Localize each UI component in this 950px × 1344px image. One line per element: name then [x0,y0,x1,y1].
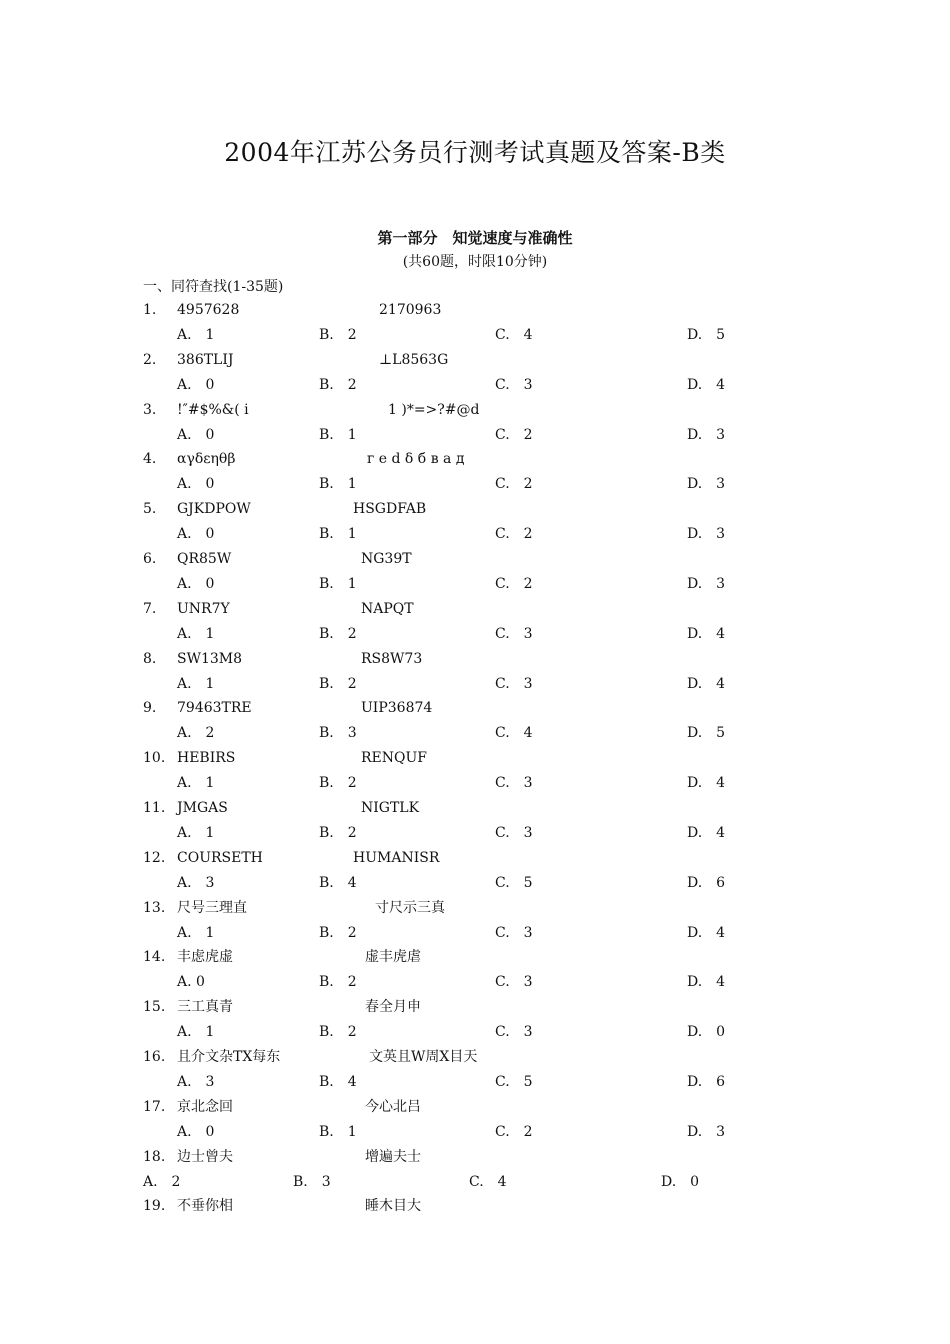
answer-option: D. 0 [661,1173,700,1190]
answer-option: D. 4 [687,924,726,941]
answer-option: B. 2 [319,675,357,692]
answer-option: C. 3 [495,825,533,841]
question-right-string: NAPQT [361,600,414,617]
question-left-string: COURSETH [177,849,263,866]
answer-option: A. 1 [177,775,215,792]
question-left-string: SW13M8 [177,650,243,667]
answer-option: C. 2 [495,576,533,592]
question-left-string: 边士曾夫 [177,1148,233,1165]
answer-options [0,674,950,694]
question-right-string: 睡木目大 [365,1198,421,1215]
answer-option: A. 3 [177,1074,215,1090]
answer-option: C. 2 [495,426,533,443]
answer-options [0,425,950,445]
answer-option: B. 4 [319,874,357,891]
answer-options [0,1122,950,1142]
answer-option: A. 0 [177,526,215,543]
answer-option: A. 2 [177,725,215,742]
answer-options [0,574,950,594]
answer-options [0,1172,950,1192]
answer-option: A. 0 [177,974,205,991]
question-left-string: 79463TRE [177,700,252,717]
answer-option: B. 3 [293,1173,331,1190]
answer-option: D. 4 [687,376,726,393]
answer-options [0,624,950,644]
question-left-string: 4957628 [177,302,240,318]
answer-option: C. 3 [495,775,533,792]
answer-option: D. 3 [687,426,726,443]
answer-option: C. 4 [469,1173,507,1190]
answer-option: A. 1 [177,675,215,692]
answer-option: D. 6 [687,874,726,891]
answer-option: D. 5 [687,327,726,343]
question-left-string: 三工真青 [177,999,233,1016]
question-right-string: 寸尺示三真 [375,899,445,916]
question-left-string: 386TLIJ [177,351,234,368]
question-right-string: HUMANISR [353,849,440,866]
question-number: 10. [143,750,166,767]
answer-option: A. 1 [177,825,215,841]
answer-option: B. 2 [319,1024,357,1041]
question-number: 7. [143,600,157,617]
question-right-string: г е d δ б в а д [367,451,465,468]
answer-option: A. 1 [177,924,215,941]
answer-option: C. 4 [495,725,533,742]
answer-option: A. 1 [177,625,215,642]
answer-option: B. 4 [319,1074,357,1090]
answer-option: C. 3 [495,376,533,393]
part-note: (共60题，时限10分钟) [402,254,548,270]
answer-option: B. 1 [319,526,357,543]
answer-option: C. 4 [495,327,533,343]
question-number: 6. [143,551,157,567]
answer-option: A. 0 [177,476,215,493]
question-number: 5. [143,501,157,518]
question-number: 14. [143,949,166,966]
question-left-string: !″#$%&( i [177,401,249,418]
question-right-string: NIGTLK [361,800,420,816]
answer-option: C. 3 [495,974,533,991]
question-left-string: αγδεηθβ [177,451,236,468]
answer-option: B. 1 [319,1123,357,1140]
answer-option: A. 0 [177,1123,215,1140]
answer-option: D. 4 [687,974,726,991]
answer-option: A. 3 [177,874,215,891]
answer-option: C. 2 [495,1123,533,1140]
answer-option: B. 2 [319,625,357,642]
question-number: 17. [143,1098,166,1115]
question-number: 11. [143,800,166,816]
answer-options [0,923,950,943]
question-left-string: 丰虑虎虚 [177,949,233,966]
question-number: 15. [143,999,166,1016]
question-right-string: NG39T [361,551,412,567]
section-title: 一、同符查找(1-35题) [143,279,284,295]
question-right-string: 文英且W周X目天 [369,1049,478,1065]
question-left-string: JMGAS [177,800,228,816]
answer-options [0,1072,950,1092]
answer-option: D. 0 [687,1024,726,1041]
question-left-string: 尺号三理直 [177,899,247,916]
answer-option: B. 2 [319,974,357,991]
question-right-string: 春全月申 [365,999,421,1016]
question-number: 13. [143,899,166,916]
answer-option: B. 2 [319,775,357,792]
answer-options [0,524,950,544]
answer-option: A. 1 [177,1024,215,1041]
answer-option: D. 6 [687,1074,726,1090]
answer-option: B. 3 [319,725,357,742]
question-right-string: RENQUF [361,750,428,767]
answer-options [0,1022,950,1042]
question-right-string: HSGDFAB [353,501,427,518]
answer-options [0,375,950,395]
answer-option: D. 5 [687,725,726,742]
question-left-string: 京北念回 [177,1098,233,1115]
answer-options [0,823,950,843]
question-number: 16. [143,1049,166,1065]
answer-options [0,325,950,345]
answer-option: D. 3 [687,476,726,493]
answer-options [0,474,950,494]
question-right-string: 虚丰虎虐 [365,949,421,966]
answer-option: A. 0 [177,376,215,393]
answer-option: C. 3 [495,675,533,692]
question-left-string: 且介文杂TX每东 [177,1049,281,1065]
question-left-string: UNR7Y [177,600,230,617]
question-number: 12. [143,849,166,866]
question-left-string: QR85W [177,551,232,567]
answer-option: C. 3 [495,1024,533,1041]
question-right-string: RS8W73 [361,650,423,667]
answer-option: B. 1 [319,576,357,592]
question-number: 2. [143,351,157,368]
question-right-string: ⊥L8563G [379,351,449,368]
question-number: 8. [143,650,157,667]
answer-option: D. 4 [687,625,726,642]
answer-option: B. 2 [319,924,357,941]
answer-option: D. 3 [687,1123,726,1140]
answer-option: B. 2 [319,376,357,393]
answer-options [0,723,950,743]
question-number: 18. [143,1148,166,1165]
question-number: 4. [143,451,157,468]
answer-option: D. 4 [687,825,726,841]
answer-option: D. 4 [687,675,726,692]
answer-option: A. 0 [177,426,215,443]
answer-option: C. 5 [495,1074,533,1090]
question-number: 9. [143,700,157,717]
question-right-string: 2170963 [379,302,442,318]
question-left-string: 不垂你相 [177,1198,233,1215]
question-number: 1. [143,302,157,318]
answer-option: C. 3 [495,924,533,941]
question-right-string: 1 )*=>?#@d [388,401,480,418]
question-right-string: UIP36874 [361,700,433,717]
answer-options [0,972,950,992]
answer-option: C. 2 [495,476,533,493]
answer-option: B. 1 [319,476,357,493]
answer-options [0,873,950,893]
answer-option: A. 2 [143,1173,181,1190]
part-title: 第一部分 知觉速度与准确性 [377,229,573,247]
answer-option: B. 1 [319,426,357,443]
answer-option: A. 1 [177,327,215,343]
answer-option: D. 4 [687,775,726,792]
answer-option: C. 2 [495,526,533,543]
question-left-string: HEBIRS [177,750,236,767]
answer-option: A. 0 [177,576,215,592]
answer-option: C. 3 [495,625,533,642]
question-number: 19. [143,1198,166,1215]
question-left-string: GJKDPOW [177,501,251,518]
question-right-string: 今心北吕 [365,1098,421,1115]
answer-option: C. 5 [495,874,533,891]
question-number: 3. [143,401,157,418]
answer-options [0,773,950,793]
document-title: 2004年江苏公务员行测考试真题及答案-B类 [224,138,726,167]
answer-option: B. 2 [319,825,357,841]
question-right-string: 增遍夫士 [365,1148,421,1165]
answer-option: D. 3 [687,576,726,592]
answer-option: D. 3 [687,526,726,543]
answer-option: B. 2 [319,327,357,343]
